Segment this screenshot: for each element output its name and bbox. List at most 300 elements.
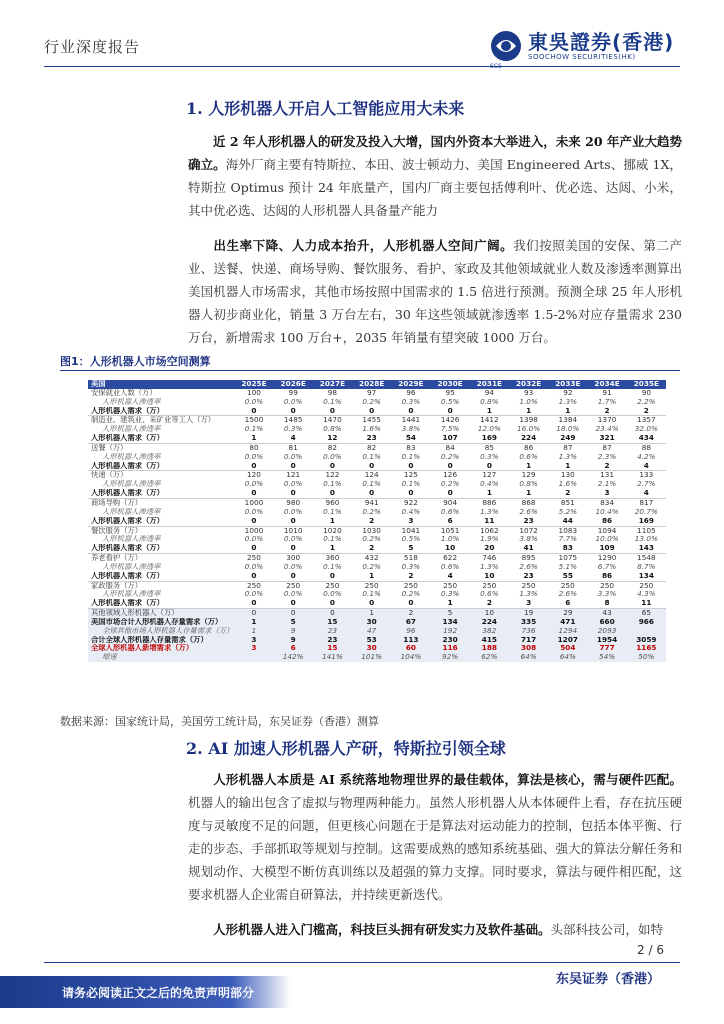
table-cell: 3 [587,489,626,498]
table-cell: 0 [234,462,273,471]
table-row [88,434,666,443]
table-cell: 192 [431,627,470,636]
table-cell: 121 [286,470,301,480]
section-1-paragraph-2 [188,234,682,349]
row-label: 人形机器人渗透率 [102,425,161,434]
table-row [88,425,666,434]
table-cell: 5 [391,544,430,553]
table-cell: 10 [431,544,470,553]
table-row [88,572,666,581]
table-cell: 124 [364,470,379,480]
row-label: 餐饮服务（万） [91,526,143,535]
table-cell: 32.0% [634,425,658,434]
table-header-year: 2027E [313,380,352,389]
table-cell: 0.0% [244,562,264,571]
table-cell: 0.6% [480,590,499,599]
table-cell: 64% [509,653,548,662]
para-body: 海外厂商主要有特斯拉、本田、波士顿动力、美国 Engineered Arts、挪威 1X，特斯拉 Optimus 预计 24 年底量产，国内厂商主要包括傅利叶、优必选、达闼、小米，其中优必选、达闼的人形机器人具备量产能力 [188,157,682,218]
table-cell: 5 [431,609,470,618]
table-cell: 96 [406,388,416,397]
table-cell: 382 [470,627,509,636]
table-cell: 868 [521,498,536,507]
table-cell: 224 [509,434,548,443]
row-label: 安保就业人数（万） [91,388,157,397]
table-row [88,535,666,544]
table-cell: 86 [523,443,534,452]
table-cell: 141% [313,653,352,662]
table-cell [627,627,666,636]
table-cell: 0.5% [440,397,460,406]
row-label: 送餐（万） [91,443,128,452]
table-cell: 0.0% [283,480,303,489]
table-cell: 134 [431,618,470,627]
logo-mark [490,30,522,62]
table-cell: 0.2% [440,480,460,489]
table-cell: 84 [445,443,455,452]
table-cell: 65 [627,609,666,618]
table-cell: 18.0% [556,425,580,434]
table-cell: 1398 [519,415,538,425]
table-cell: 3.8% [519,535,538,544]
table-cell: 113 [391,636,430,645]
table-cell: 130 [560,470,575,480]
section-2-paragraph-1 [188,768,682,906]
table-cell: 518 [403,553,418,563]
table-cell: 97 [367,388,377,397]
para-lead: 出生率下降、人力成本抬升，人形机器人空间广阔。 [213,238,514,253]
row-label: 人形机器人渗透率 [102,452,161,461]
table-cell: 0 [234,572,273,581]
table-cell: 4 [274,434,313,443]
table-cell: 2.1% [597,480,617,489]
para-lead: 近 2 年人形机器人的研发及投入大增，国内外资本大举进入，未来 20 年产业大趋势确立。 [188,134,682,172]
table-cell: 188 [470,644,509,653]
table-cell: 2.6% [558,590,578,599]
table-cell: 6 [274,644,313,653]
table-cell: 1384 [558,415,578,425]
table-cell: 0.2% [401,590,421,599]
table-row [88,526,666,535]
table-cell: 1 [509,462,548,471]
table-cell: 0.6% [440,562,460,571]
table-cell: 2.6% [519,507,538,516]
table-cell: 10 [470,609,509,618]
table-cell: 142% [274,653,313,662]
table-cell: 886 [482,498,497,507]
table-row [88,407,666,416]
table-cell: 19 [509,609,548,618]
table-cell: 81 [288,443,298,452]
table-header-year: 2030E [431,380,470,389]
report-type: 行业深度报告 [44,38,141,56]
table-cell: 922 [403,498,418,507]
table-cell: 4.3% [637,590,656,599]
table-cell: 83 [548,544,587,553]
table-cell: 1.6% [558,480,578,489]
table-cell: 0 [313,462,352,471]
table-cell: 29 [548,609,587,618]
row-label: 人形机器人需求（万） [88,434,234,443]
table-cell: 0.1% [362,590,381,599]
table-cell: 321 [587,434,626,443]
table-row [88,563,666,572]
market-size-table [88,380,666,662]
table-cell: 0.0% [244,480,264,489]
table-cell: 82 [327,443,338,452]
table-cell: 2 [627,407,666,416]
table-cell: 43 [587,609,626,618]
table-cell: 817 [639,498,654,507]
table-row [88,517,666,526]
table-cell: 0 [352,462,391,471]
table-row [88,471,666,480]
table-cell: 1 [548,462,587,471]
table-cell: 1000 [244,498,264,507]
table-cell: 434 [627,434,666,443]
table-cell: 5.1% [558,562,578,571]
table-cell: 0.6% [519,452,538,461]
table-row [88,453,666,462]
table-cell: 1.6% [362,425,381,434]
table-cell: 904 [443,498,458,507]
row-label: 养老看护（万） [91,553,143,563]
table-row [88,398,666,407]
table-cell: 83 [406,443,416,452]
row-label: 商场导购（万） [91,498,143,507]
table-cell: 0.2% [362,562,381,571]
table-cell: 0.4% [480,480,499,489]
table-cell: 0.0% [283,590,303,599]
table-header-year: 2026E [274,380,313,389]
table-cell: 0.2% [362,535,381,544]
table-cell: 98 [327,388,338,397]
table-cell: 55 [548,572,587,581]
table-cell: 2 [352,517,391,526]
table-cell: 360 [325,553,340,563]
table-row [88,480,666,489]
logo-english-name: SOOCHOW SECURITIES(HK) [528,53,636,61]
table-cell: 0 [234,489,273,498]
table-cell: 2.7% [637,480,656,489]
table-header-year: 2032E [509,380,548,389]
table-cell: 966 [627,618,666,627]
table-row [88,590,666,599]
table-cell: 1 [313,517,352,526]
table-cell: 0 [313,609,352,618]
table-cell: 87 [602,443,612,452]
table-cell: 1441 [401,415,421,425]
table-cell: 15 [313,618,352,627]
table-cell: 0.2% [362,397,381,406]
table-cell: 126 [443,470,458,480]
table-cell: 415 [470,636,509,645]
table-cell: 0.0% [283,507,303,516]
table-cell: 0.1% [362,452,381,461]
table-cell: 2 [587,462,626,471]
table-header-year: 2029E [391,380,430,389]
table-cell: 0.1% [323,562,342,571]
table-cell: 10 [470,572,509,581]
table-cell: 1 [234,627,273,636]
table-cell: 0.1% [401,480,421,489]
table-cell: 250 [560,581,575,590]
table-cell: 1 [313,544,352,553]
table-cell: 0 [391,489,430,498]
table-cell: 0 [274,544,313,553]
table-cell: 1072 [519,526,538,535]
table-cell: 6.7% [597,562,617,571]
table-cell: 0.0% [323,452,342,461]
table-cell: 0 [352,599,391,608]
table-row [88,599,666,608]
footer-company: 东吴证券（香港） [555,972,660,987]
table-cell: 94 [484,388,495,397]
table-header-year: 2028E [352,380,391,389]
table-cell: 2 [391,609,430,618]
table-cell: 2 [587,407,626,416]
table-cell: 0 [274,489,313,498]
table-cell: 1.3% [480,562,499,571]
table-cell: 0.3% [283,425,303,434]
table-cell [234,653,273,662]
table-cell: 3 [509,599,548,608]
row-label: 人形机器人需求（万） [88,489,234,498]
table-cell: 432 [364,553,379,563]
table-cell: 20 [470,544,509,553]
table-row [88,581,666,590]
para-body: 头部科技公司，如特 [550,922,664,937]
table-cell: 0.0% [244,507,264,516]
table-cell: 91 [602,388,612,397]
table-cell: 4.2% [637,452,656,461]
table-cell: 122 [325,470,340,480]
figure-divider [60,370,680,371]
table-cell: 895 [521,553,536,563]
table-row [88,462,666,471]
table-cell: 1062 [480,526,499,535]
table-cell: 0.5% [401,535,421,544]
table-cell: 0 [470,462,509,471]
table-cell: 0 [391,599,430,608]
table-cell: 0.3% [401,562,421,571]
table-cell: 250 [443,581,458,590]
table-row [88,389,666,398]
table-cell: 941 [364,498,379,507]
company-logo [490,28,680,64]
table-cell: 3 [391,517,430,526]
table-header-year: 2035E [627,380,666,389]
table-cell: 1412 [480,415,499,425]
table-cell: 0.0% [283,562,303,571]
table-cell: 54 [391,434,430,443]
table-cell: 50% [627,653,666,662]
table-cell: 0.1% [401,452,421,461]
row-label: 家政服务（万） [91,581,143,590]
table-cell: 1041 [401,526,421,535]
table-cell: 54% [587,653,626,662]
table-cell: 80 [249,443,259,452]
table-cell: 5 [274,618,313,627]
table-cell: 67 [391,618,430,627]
row-label: 人形机器人需求（万） [88,572,234,581]
table-cell: 0 [274,609,313,618]
table-cell: 134 [627,572,666,581]
table-cell: 1 [234,618,273,627]
table-cell: 0.3% [401,397,421,406]
table-cell: 1290 [597,553,617,563]
section-2-paragraph-2 [188,918,682,941]
table-cell: 1165 [627,644,666,653]
table-cell: 0.0% [283,397,303,406]
table-cell: 250 [403,581,418,590]
table-cell: 23 [509,572,548,581]
row-label: 增速 [88,653,234,662]
table-cell: 23 [313,627,352,636]
table-cell: 6 [548,599,587,608]
table-cell: 717 [509,636,548,645]
table-cell: 2093 [587,627,626,636]
table-cell: 0 [274,572,313,581]
row-label: 人形机器人渗透率 [102,507,161,516]
table-cell: 1294 [548,627,587,636]
table-cell: 2.6% [519,562,538,571]
section-2-title: 2. AI 加速人形机器人产研，特斯拉引领全球 [186,739,506,758]
table-cell: 1.3% [519,590,538,599]
table-cell: 2 [470,599,509,608]
table-cell: 777 [587,644,626,653]
table-cell: 1.7% [597,397,617,406]
table-cell: 250 [286,581,301,590]
table-cell: 1357 [637,415,656,425]
table-cell: 250 [325,581,340,590]
table-cell: 851 [560,498,575,507]
page-number: 2 / 6 [637,943,664,957]
table-header-year: 2025E [234,380,273,389]
row-label: 全球其他市场人形机器人存量需求（万） [88,627,234,636]
table-cell: 87 [563,443,573,452]
table-cell: 250 [482,581,497,590]
table-cell: 169 [627,517,666,526]
table-cell: 93 [523,388,534,397]
table-cell: 23.4% [595,425,619,434]
table-cell: 0.1% [323,507,342,516]
table-cell: 1.0% [519,397,538,406]
table-row [88,416,666,425]
table-cell: 0 [234,517,273,526]
table-cell: 0 [352,407,391,416]
table-cell: 8 [587,599,626,608]
row-label: 人形机器人需求（万） [88,517,234,526]
table-cell: 3 [234,636,273,645]
table-cell: 249 [548,434,587,443]
table-cell: 660 [587,618,626,627]
table-row [88,508,666,517]
table-cell: 23 [313,636,352,645]
table-cell: 0.2% [362,507,381,516]
table-cell: 1500 [244,415,264,425]
table-cell: 250 [246,581,261,590]
table-cell: 10.0% [595,535,619,544]
table-cell: 2 [548,489,587,498]
table-row [88,609,666,618]
table-cell: 101% [352,653,391,662]
table-cell: 133 [639,470,654,480]
table-cell: 0 [234,609,273,618]
table-row [88,618,666,627]
table-cell: 3 [234,644,273,653]
table-cell: 116 [431,644,470,653]
row-label: 人形机器人需求（万） [88,407,234,416]
table-cell: 7.7% [558,535,578,544]
para-body: 我们按照美国的安保、第二产业、送餐、快递、商场导购、餐饮服务、看护、家政及其他领域就业人数及渗透率测算出美国机器人市场需求，其他市场按照中国需求的 1.5 倍进行预测。预测全球 25 年人形机器人初步商业化，销量 3 万台左右，30 年这些领域就渗透率 1.5-2%对应存量需求 230 万台，新增需求 100 万台+，2035 年销量有望突破 1000 万台。 [188,238,682,345]
table-cell: 1.3% [480,507,499,516]
table-cell: 1020 [323,526,342,535]
table-row [88,653,666,662]
table-cell: 0 [391,462,430,471]
figure-title: 图1：人形机器人市场空间测算 [60,355,211,368]
para-lead: 人形机器人本质是 AI 系统落地物理世界的最佳载体，算法是核心，需与硬件匹配。 [213,772,682,787]
row-label: 人形机器人渗透率 [102,590,161,599]
table-cell: 0 [313,599,352,608]
table-cell: 1 [352,572,391,581]
table-cell: 1094 [597,526,617,535]
table-cell: 0.1% [362,480,381,489]
table-cell: 9 [274,627,313,636]
row-label: 人形机器人需求（万） [88,462,234,471]
table-cell: 120 [246,470,261,480]
table-cell: 1105 [637,526,656,535]
table-cell: 143 [627,544,666,553]
table-cell: 0 [313,489,352,498]
table-cell: 0 [234,544,273,553]
table-cell: 86 [587,517,626,526]
table-header-year: 2033E [548,380,587,389]
table-cell: 1030 [362,526,381,535]
table-cell: 0 [274,599,313,608]
table-cell: 0 [274,407,313,416]
row-label: 其他领域人形机器人（万） [88,609,234,618]
table-cell: 0.0% [244,397,264,406]
table-cell: 92% [431,653,470,662]
table-row [88,443,666,452]
table-cell: 95 [445,388,455,397]
table-cell: 47 [352,627,391,636]
table-row [88,544,666,553]
table-cell: 85 [484,443,495,452]
table-cell: 109 [587,544,626,553]
table-row [88,554,666,563]
row-label: 合计全球人形机器人存量需求（万） [88,636,234,645]
table-cell: 41 [509,544,548,553]
table-cell: 2.2% [637,397,656,406]
table-cell: 0.6% [440,507,460,516]
table-cell: 250 [364,581,379,590]
table-cell: 0.8% [519,480,538,489]
table-cell: 1083 [558,526,578,535]
table-cell: 131 [600,470,615,480]
table-cell: 4 [431,572,470,581]
table-cell: 1000 [244,526,264,535]
table-cell: 1 [352,609,391,618]
table-cell: 1.3% [558,397,578,406]
header-divider [44,66,680,67]
table-cell: 0.1% [323,480,342,489]
table-cell: 1.9% [480,535,499,544]
table-cell: 834 [600,498,615,507]
table-cell: 60 [391,644,430,653]
table-cell: 1548 [637,553,656,563]
table-row [88,636,666,645]
